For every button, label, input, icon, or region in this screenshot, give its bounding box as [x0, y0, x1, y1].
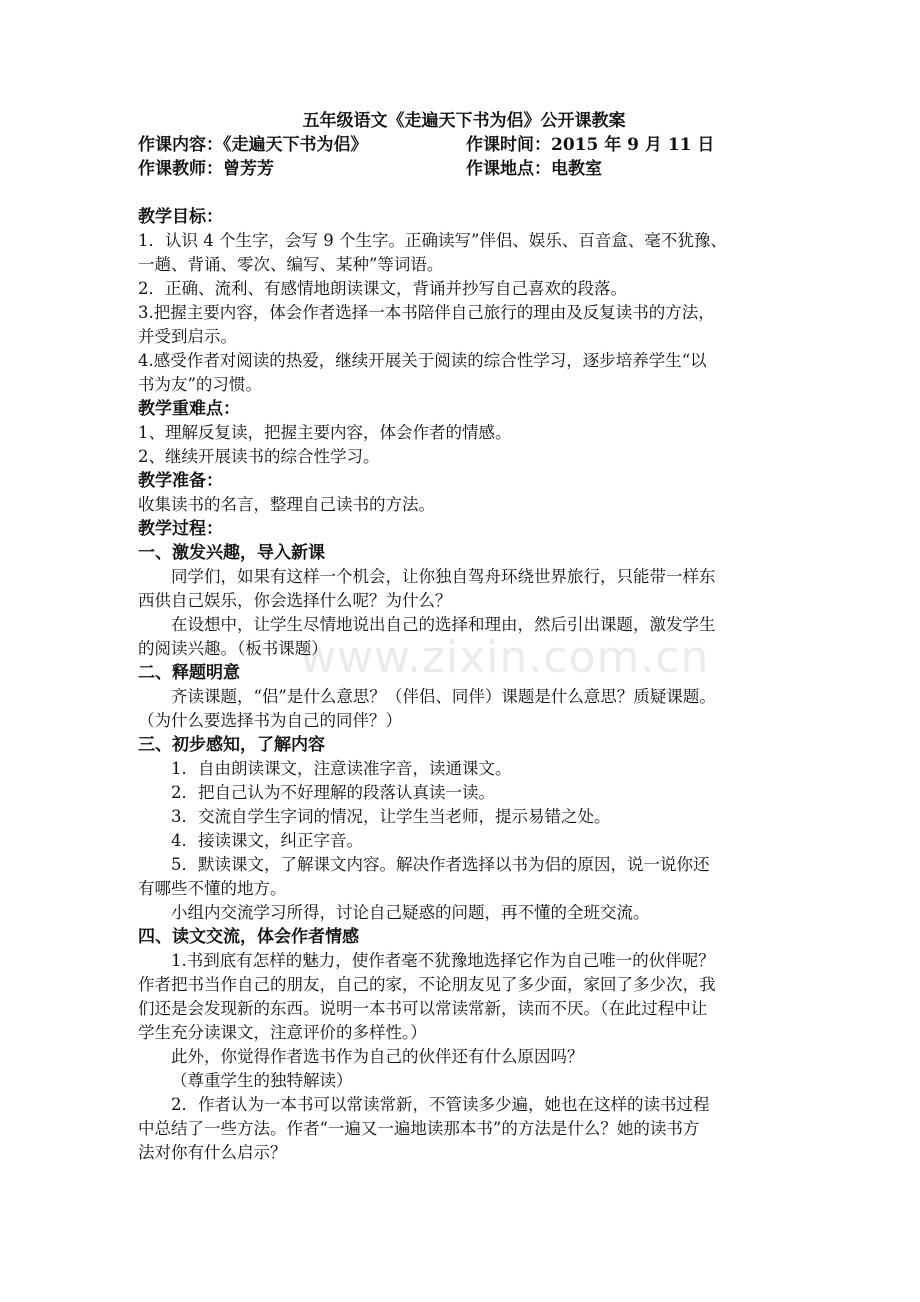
text-line: 2．作者认为一本书可以常读常新，不管读多少遍，她也在这样的读书过程: [171, 1095, 710, 1114]
lesson-teacher: 作课教师：曾芳芳: [138, 159, 274, 179]
text-line: 2．正确、流利、有感情地朗读课文，背诵并抄写自己喜欢的段落。: [138, 279, 627, 298]
lesson-plan-text: [138, 205, 790, 1165]
text-line: 1.书到底有怎样的魅力，使作者毫不犹豫地选择它作为自己唯一的伙伴呢？: [171, 951, 715, 970]
blank-line: [138, 181, 790, 205]
text-line: 3.把握主要内容，体会作者选择一本书陪伴自己旅行的理由及反复读书的方法，: [138, 303, 715, 322]
text-line: 有哪些不懂的地方。: [138, 879, 287, 898]
document-body: [138, 109, 790, 1165]
section-heading: 一、激发兴趣，导入新课: [138, 543, 325, 563]
text-line: 1．认识 4 个生字，会写 9 个生字。正确读写”伴侣、娱乐、百音盒、毫不犹豫、: [138, 231, 727, 250]
text-line: 齐读课题，“侣”是什么意思？（伴侣、同伴）课题是什么意思？质疑课题。: [171, 687, 716, 706]
lesson-content: 作课内容：《走遍天下书为侣》: [138, 135, 368, 155]
text-line: 西供自己娱乐，你会选择什么呢？为什么？: [138, 591, 452, 610]
document-title: 五年级语文《走遍天下书为侣》公开课教案: [302, 111, 626, 131]
section-heading: 教学目标：: [138, 207, 223, 227]
text-line: 在设想中，让学生尽情地说出自己的选择和理由，然后引出课题，激发学生: [171, 615, 716, 634]
text-line: （为什么要选择书为自己的同伴？）: [138, 711, 402, 730]
section-heading: 三、初步感知，了解内容: [138, 735, 325, 755]
lesson-time: 作课时间：2015 年 9 月 11 日: [466, 135, 715, 155]
text-line: 此外，你觉得作者选书作为自己的伙伴还有什么原因吗？: [171, 1047, 584, 1066]
text-line: 1．自由朗读课文，注意读准字音，读通课文。: [171, 759, 512, 778]
text-line: （尊重学生的独特解读）: [171, 1071, 353, 1090]
meta-row-teacher-place: [138, 157, 790, 181]
text-line: 法对你有什么启示？: [138, 1143, 287, 1162]
text-line: 4.感受作者对阅读的热爱，继续开展关于阅读的综合性学习，逐步培养学生“以: [138, 351, 707, 370]
text-line: 收集读书的名言，整理自己读书的方法。: [138, 495, 435, 514]
text-line: 一趟、背诵、零次、编写、某种”等词语。: [138, 255, 444, 274]
text-line: 小组内交流学习所得，讨论自己疑惑的问题，再不懂的全班交流。: [171, 903, 650, 922]
text-line: 作者把书当作自己的朋友，自己的家，不论朋友见了多少面，家回了多少次，我: [138, 975, 716, 994]
text-line: 4．接读课文，纠正字音。: [171, 831, 363, 850]
section-heading: 教学准备：: [138, 471, 223, 491]
text-line: 2、继续开展读书的综合性学习。: [138, 447, 380, 466]
section-heading: 四、读文交流，体会作者情感: [138, 927, 359, 947]
lesson-place: 作课地点：电教室: [466, 159, 602, 179]
section-heading: 二、释题明意: [138, 663, 240, 683]
text-line: 们还是会发现新的东西。说明一本书可以常读常新，读而不厌。（在此过程中让: [138, 999, 708, 1018]
text-line: 并受到启示。: [138, 327, 237, 346]
text-line: 同学们，如果有这样一个机会，让你独自驾舟环绕世界旅行，只能带一样东: [171, 567, 716, 586]
text-line: 书为友”的习惯。: [138, 375, 262, 394]
text-line: 1、理解反复读，把握主要内容，体会作者的情感。: [138, 423, 512, 442]
text-line: 学生充分读课文，注意评价的多样性。）: [138, 1023, 427, 1042]
text-line: 3．交流自学生字词的情况，让学生当老师，提示易错之处。: [171, 807, 611, 826]
section-heading: 教学重难点：: [138, 399, 240, 419]
text-line: 中总结了一些方法。作者“一遍又一遍地读那本书”的方法是什么？她的读书方: [138, 1119, 700, 1138]
text-line: 的阅读兴趣。（板书课题）: [138, 639, 328, 658]
section-heading: 教学过程：: [138, 519, 223, 539]
watermark-text: www.zixin.com.cn: [300, 632, 710, 683]
text-line: 2．把自己认为不好理解的段落认真读一读。: [171, 783, 495, 802]
text-line: 5．默读课文，了解课文内容。解决作者选择以书为侣的原因，说一说你还: [171, 855, 710, 874]
meta-row-content-time: [138, 133, 790, 157]
